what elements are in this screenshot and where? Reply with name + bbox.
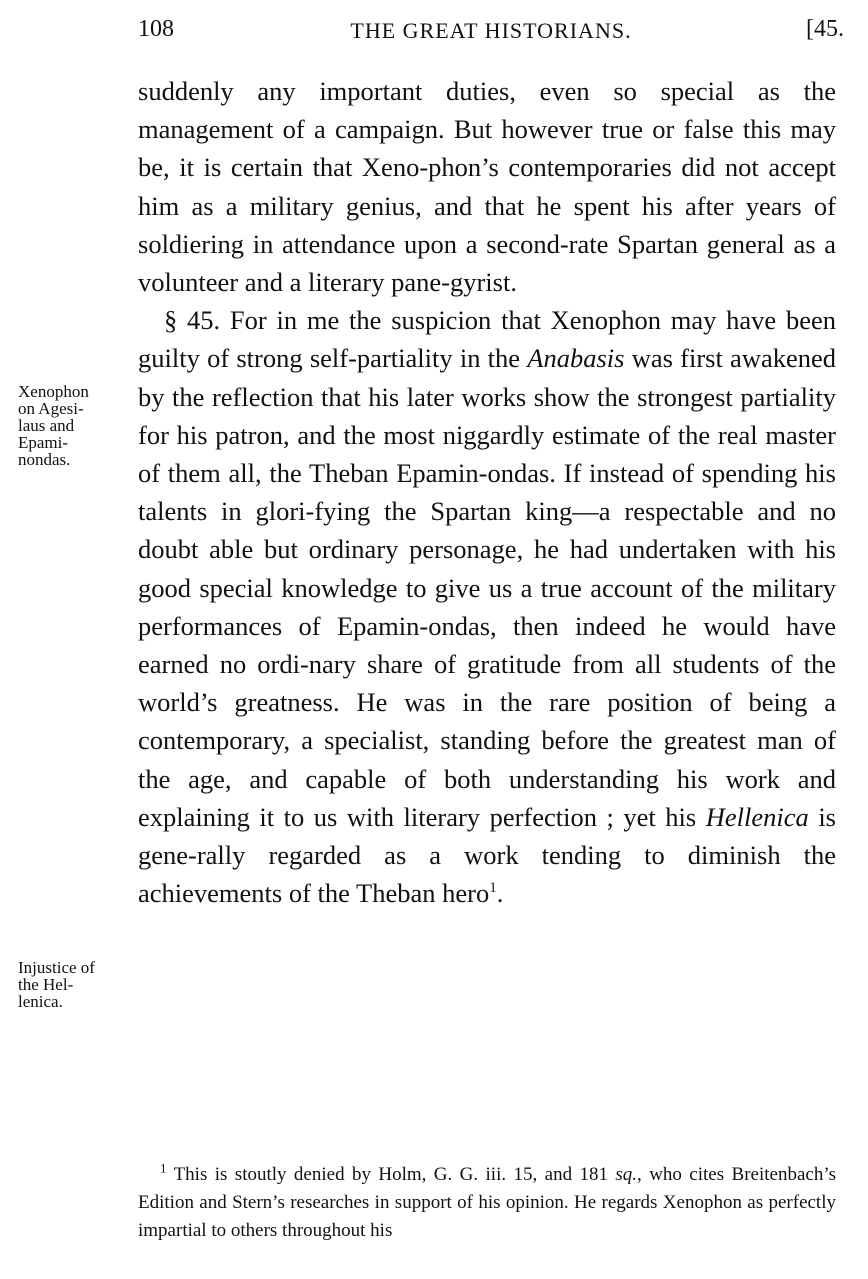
paragraph-section-45: [138, 301, 836, 912]
text-run: .: [496, 878, 504, 909]
margin-note-xenophon-agesilaus: [18, 383, 130, 468]
footnote-sq: sq.: [615, 1164, 638, 1185]
margin-note-line: on Agesi-: [18, 399, 84, 418]
margin-note-injustice-hellenica: [18, 959, 130, 1010]
running-header: [138, 12, 844, 46]
section-reference: [45.: [806, 16, 844, 42]
title-anabasis: Anabasis: [527, 343, 625, 374]
margin-note-line: Xenophon: [18, 382, 89, 401]
footnote-text: This is stoutly denied by Holm, G. G. iii. 15, and 181: [173, 1164, 608, 1185]
margin-note-line: the Hel-: [18, 975, 74, 994]
margin-note-line: Epami-: [18, 433, 69, 452]
main-text: [138, 72, 836, 912]
running-title: THE GREAT HISTORIANS.: [350, 18, 632, 43]
text-run: was first awakened by the reflection that his later works show the strongest partiality for his patron, and the most niggardly estimate of the real master of them all, the Theban Epamin-ondas. If instead of spending his talents in glori-fying the Spartan king—a respectable and no doubt able but ordinary personage, he had undertaken with his good special knowledge to give us a true account of the military performances of Epamin-ondas, then indeed he would have earned no ordi-nary share of gratitude from all students of the world’s greatness. He was in the rare position of being a contemporary, a specialist, standing before the greatest man of the age, and capable of both understanding his work and explaining it to us with literary perfection ; yet his: [138, 343, 836, 832]
title-hellenica: Hellenica: [705, 801, 809, 832]
margin-note-line: nondas.: [18, 450, 71, 469]
text-run: is gene-rally regarded as a work tending to diminish the achievements of the Theban hero: [138, 801, 836, 909]
footnote: [138, 1161, 836, 1245]
footnote-reference: 1: [489, 880, 497, 897]
page-number: 108: [138, 16, 174, 42]
margin-note-line: Injustice of: [18, 958, 95, 977]
footnote-text: , who cites Breitenbach’s Edition and Stern’s researches in support of his opinion. He regards Xenophon as perfectly impartial to others throughout his: [138, 1164, 836, 1241]
margin-note-line: laus and: [18, 416, 75, 435]
footnote-number: 1: [160, 1160, 167, 1176]
text-run: § 45. For in me the suspicion that Xenophon may have been guilty of strong self-partiality in the: [138, 305, 836, 374]
margin-note-line: lenica.: [18, 992, 63, 1011]
paragraph-continuation: suddenly any important duties, even so special as the management of a campaign. But however true or false this may be, it is certain that Xeno-phon’s contemporaries did not accept him as a military genius, and that he spent his after years of soldiering in attendance upon a second-rate Spartan general as a volunteer and a literary pane-gyrist.: [138, 76, 836, 298]
